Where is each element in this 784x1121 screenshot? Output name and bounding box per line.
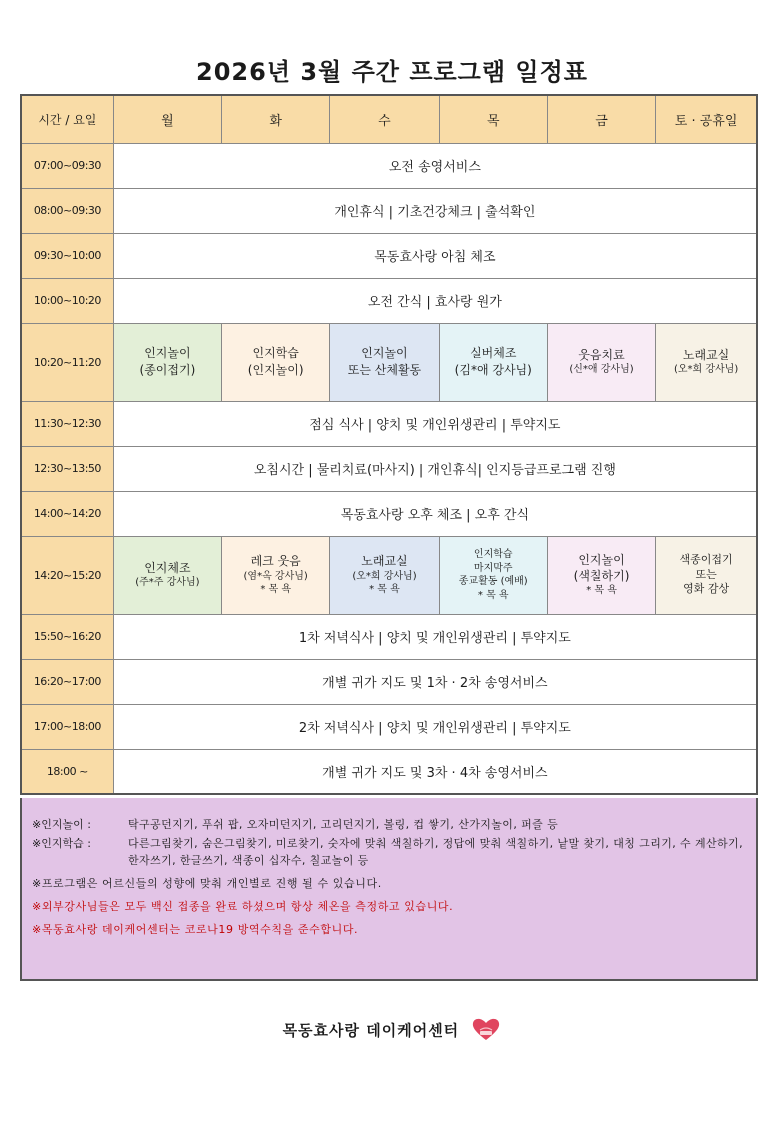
activity-cell-wed (330, 536, 439, 614)
activity-detail: (신*애 강사님) (569, 364, 634, 376)
page-title: 2026년 3월 주간 프로그램 일정표 (196, 58, 588, 86)
activity-detail: (염*옥 강사님) (243, 570, 308, 582)
activity-detail: (주*주 강사님) (135, 577, 200, 589)
bath-note: * 목 욕 (477, 589, 509, 601)
header-day-fri: 금 (547, 95, 655, 143)
time-cell: 09:30~10:00 (21, 233, 113, 278)
activity-detail: (오*희 강사님) (673, 364, 739, 376)
center-name: 목동효사랑 데이케어센터 (282, 1021, 460, 1040)
schedule-table (20, 94, 758, 795)
table-row (21, 659, 757, 704)
time-cell: 17:00~18:00 (21, 704, 113, 749)
table-row (21, 446, 757, 491)
activity-detail: (종이접기) (139, 363, 196, 377)
activity-cell: 개별 귀가 지도 및 1차 · 2차 송영서비스 (113, 659, 757, 704)
activity-detail: 마지막주 (473, 562, 513, 574)
activity-cell: 목동효사랑 아침 체조 (113, 233, 757, 278)
table-row (21, 704, 757, 749)
note-label: ※인지학습 : (32, 837, 91, 851)
bath-note: * 목 욕 (586, 585, 617, 597)
time-cell: 16:20~17:00 (21, 659, 113, 704)
activity-cell-thu (439, 323, 547, 401)
activity-detail: (김*애 강사님) (454, 363, 532, 377)
time-cell: 18:00 ~ (21, 749, 113, 794)
activity-detail: 또는 (695, 567, 717, 581)
activity-title: 인지놀이 (144, 346, 191, 361)
activity-cell: 1차 저녁식사 | 양치 및 개인위생관리 | 투약지도 (113, 614, 757, 659)
activity-cell: 점심 식사 | 양치 및 개인위생관리 | 투약지도 (113, 401, 757, 446)
note-text: 탁구공던지기, 푸쉬 팝, 오자미던지기, 고리던지기, 볼링, 컵 쌓기, 산가지놀이, 퍼즐 등 (128, 818, 559, 831)
activity-title: 인지학습 (252, 346, 299, 361)
header-day-sat-holiday: 토 · 공휴일 (656, 95, 757, 143)
time-cell: 10:20~11:20 (21, 323, 113, 401)
table-row (21, 233, 757, 278)
activity-cell-sat (656, 536, 757, 614)
note-program: ※프로그램은 어르신들의 성향에 맞춰 개인별로 진행 될 수 있습니다. (32, 877, 382, 891)
note-cognitive-play (32, 816, 746, 833)
activity-cell: 오전 송영서비스 (113, 143, 757, 188)
table-row (21, 536, 757, 614)
notes-panel (20, 798, 758, 981)
activity-cell-tue (222, 536, 330, 614)
activity-detail: 종교활동 (예배) (458, 576, 528, 587)
activity-cell: 개인휴식 | 기초건강체크 | 출석확인 (113, 188, 757, 233)
table-row (21, 323, 757, 401)
time-cell: 11:30~12:30 (21, 401, 113, 446)
time-cell: 14:20~15:20 (21, 536, 113, 614)
time-cell: 12:30~13:50 (21, 446, 113, 491)
activity-cell: 오침시간 | 물리치료(마사지) | 개인휴식| 인지등급프로그램 진행 (113, 446, 757, 491)
activity-detail: (오*희 강사님) (352, 570, 417, 582)
bath-note: * 목 욕 (260, 584, 292, 596)
time-cell: 15:50~16:20 (21, 614, 113, 659)
table-row (21, 749, 757, 794)
table-row (21, 143, 757, 188)
note-cognitive-study (32, 835, 746, 869)
activity-title: 레크 웃음 (250, 554, 301, 569)
activity-cell-tue (222, 323, 330, 401)
time-cell: 10:00~10:20 (21, 278, 113, 323)
activity-detail: 또는 산체활동 (347, 363, 422, 377)
activity-cell: 오전 간식 | 효사랑 원가 (113, 278, 757, 323)
activity-cell-mon (113, 536, 221, 614)
activity-title: 노래교실 (682, 347, 730, 362)
activity-cell-thu (439, 536, 547, 614)
table-row (21, 491, 757, 536)
activity-title: 인지체조 (144, 561, 191, 576)
activity-title: 인지놀이 (361, 346, 408, 361)
header-corner: 시간 / 요일 (21, 95, 113, 143)
activity-cell-wed (330, 323, 439, 401)
footer (0, 1016, 784, 1046)
activity-detail: (색칠하기) (573, 569, 630, 584)
activity-cell: 개별 귀가 지도 및 3차 · 4차 송영서비스 (113, 749, 757, 794)
time-cell: 07:00~09:30 (21, 143, 113, 188)
activity-title: 노래교실 (361, 554, 408, 569)
activity-title: 실버체조 (470, 346, 517, 361)
activity-cell-mon (113, 323, 221, 401)
activity-title: 인지학습 (473, 549, 513, 560)
header-day-thu: 목 (439, 95, 547, 143)
table-row (21, 188, 757, 233)
activity-cell-fri (547, 536, 655, 614)
time-cell: 14:00~14:20 (21, 491, 113, 536)
activity-detail: 영화 감상 (683, 582, 730, 596)
table-row (21, 614, 757, 659)
note-covid: ※목동효사랑 데이케어센터는 코로나19 방역수칙을 준수합니다. (32, 923, 359, 937)
activity-title: 인지놀이 (578, 553, 625, 568)
time-cell: 08:00~09:30 (21, 188, 113, 233)
activity-cell: 목동효사랑 오후 체조 | 오후 간식 (113, 491, 757, 536)
activity-detail: (인지놀이) (247, 363, 304, 377)
bath-note: * 목 욕 (369, 584, 400, 596)
table-row (21, 401, 757, 446)
header-row (21, 95, 757, 143)
activity-cell: 2차 저녁식사 | 양치 및 개인위생관리 | 투약지도 (113, 704, 757, 749)
header-day-wed: 수 (330, 95, 439, 143)
activity-cell-sat (656, 323, 757, 401)
note-vaccine: ※외부강사님들은 모두 백신 접종을 완료 하셨으며 항상 체온을 측정하고 있습니다. (32, 900, 454, 914)
note-text: 다른그림찾기, 숨은그림찾기, 미로찾기, 숫자에 맞춰 색칠하기, 정답에 맞춰 색칠하기, 낱말 찾기, 대칭 그리기, 수 계산하기, 한자쓰기, 한글쓰기, 색종이 십자수, 칠교놀이 등 (128, 837, 743, 868)
table-row (21, 278, 757, 323)
note-label: ※인지놀이 : (32, 818, 91, 831)
header-day-tue: 화 (222, 95, 330, 143)
activity-title: 웃음치료 (578, 347, 625, 362)
activity-title: 색종이접기 (679, 552, 733, 566)
header-day-mon: 월 (113, 95, 221, 143)
activity-cell-fri (547, 323, 655, 401)
heart-logo-icon (471, 1016, 501, 1046)
